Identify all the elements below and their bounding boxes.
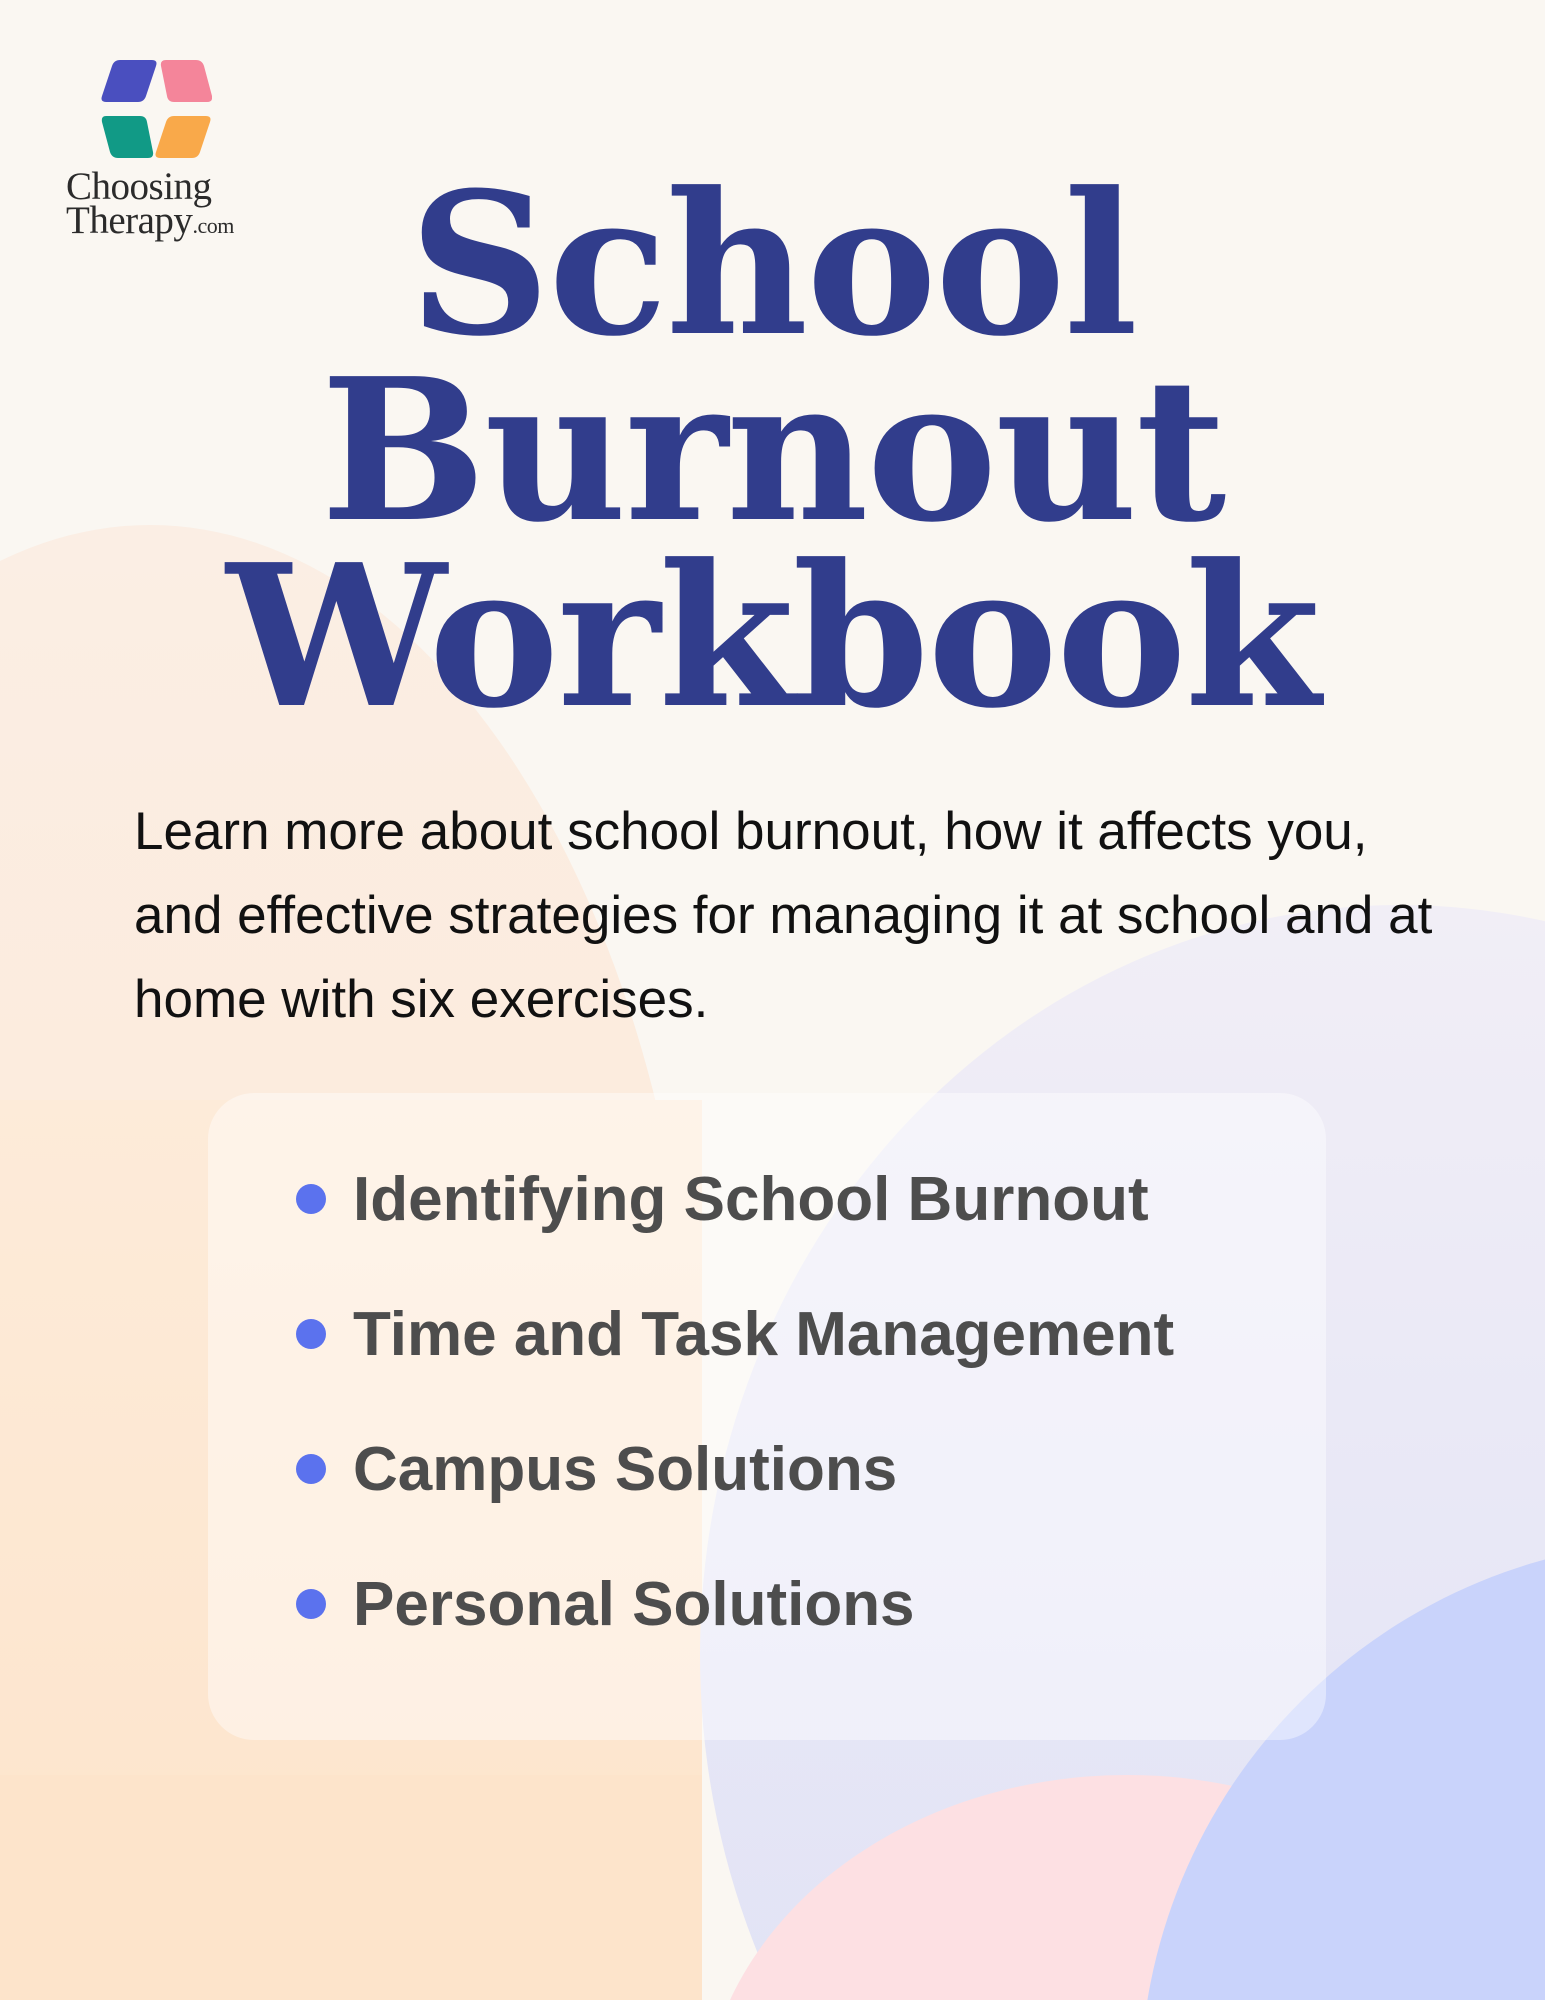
logo-mark-icon	[100, 56, 212, 168]
list-item	[296, 1300, 1174, 1368]
topic-label: Campus Solutions	[353, 1434, 898, 1504]
topics-list	[296, 1165, 1174, 1705]
list-item	[296, 1570, 1174, 1638]
title-line-3: Workbook	[226, 522, 1319, 752]
list-item	[296, 1165, 1174, 1233]
topic-label: Personal Solutions	[353, 1569, 915, 1639]
topic-label: Time and Task Management	[353, 1299, 1175, 1369]
topics-card	[208, 1093, 1326, 1740]
bullet-dot-icon	[296, 1454, 326, 1484]
title-line-1: School	[408, 150, 1137, 380]
brand-name-line2: Therapy	[66, 199, 193, 242]
list-item	[296, 1435, 1174, 1503]
bullet-dot-icon	[296, 1184, 326, 1214]
brand-name-suffix: .com	[192, 213, 234, 238]
brand-name-line1: Choosing	[66, 165, 212, 208]
background-peach-bottom	[0, 1775, 702, 2000]
title-line-2: Burnout	[320, 336, 1225, 566]
page-title	[0, 150, 1545, 752]
topic-label: Identifying School Burnout	[353, 1164, 1149, 1234]
bullet-dot-icon	[296, 1319, 326, 1349]
bullet-dot-icon	[296, 1589, 326, 1619]
intro-text: Learn more about school burnout, how it affects you, and effective strategies for managing it at school and at home with six exercises.	[134, 802, 1433, 1029]
